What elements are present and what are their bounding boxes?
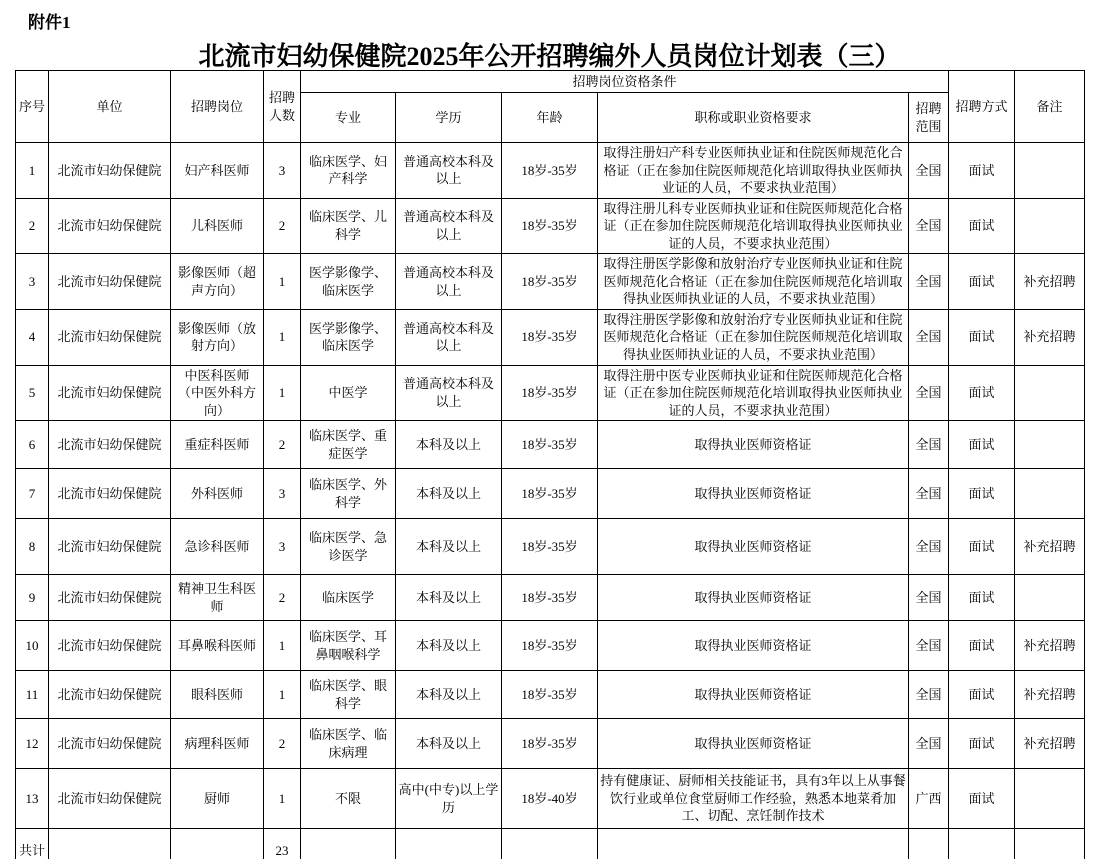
cell-major: 临床医学、临床病理 bbox=[301, 719, 396, 769]
cell-note bbox=[1015, 143, 1085, 199]
cell-position: 儿科医师 bbox=[171, 198, 264, 254]
cell-count: 1 bbox=[264, 621, 301, 671]
cell-requirement: 取得执业医师资格证 bbox=[598, 621, 909, 671]
header-no: 序号 bbox=[16, 71, 49, 143]
cell-position: 影像医师（放射方向） bbox=[171, 309, 264, 365]
table-row bbox=[16, 769, 1085, 829]
cell-no: 10 bbox=[16, 621, 49, 671]
cell-education: 普通高校本科及以上 bbox=[396, 143, 502, 199]
cell-education: 高中(中专)以上学历 bbox=[396, 769, 502, 829]
table-row bbox=[16, 309, 1085, 365]
cell-scope: 全国 bbox=[909, 575, 949, 621]
cell-major: 医学影像学、临床医学 bbox=[301, 309, 396, 365]
cell-major: 中医学 bbox=[301, 365, 396, 421]
cell-requirement: 取得执业医师资格证 bbox=[598, 519, 909, 575]
cell-note: 补充招聘 bbox=[1015, 621, 1085, 671]
total-education-cell bbox=[396, 829, 502, 859]
header-row-group bbox=[16, 71, 1085, 93]
cell-unit: 北流市妇幼保健院 bbox=[49, 621, 171, 671]
total-label: 共计 bbox=[16, 829, 49, 859]
cell-method: 面试 bbox=[949, 719, 1015, 769]
cell-position: 耳鼻喉科医师 bbox=[171, 621, 264, 671]
cell-unit: 北流市妇幼保健院 bbox=[49, 519, 171, 575]
cell-count: 1 bbox=[264, 671, 301, 719]
header-age: 年龄 bbox=[502, 93, 598, 143]
cell-education: 本科及以上 bbox=[396, 719, 502, 769]
cell-requirement: 取得执业医师资格证 bbox=[598, 671, 909, 719]
cell-scope: 全国 bbox=[909, 421, 949, 469]
cell-scope: 全国 bbox=[909, 198, 949, 254]
cell-unit: 北流市妇幼保健院 bbox=[49, 719, 171, 769]
cell-education: 本科及以上 bbox=[396, 671, 502, 719]
cell-count: 1 bbox=[264, 309, 301, 365]
cell-scope: 全国 bbox=[909, 309, 949, 365]
cell-count: 2 bbox=[264, 421, 301, 469]
cell-age: 18岁-35岁 bbox=[502, 575, 598, 621]
cell-note: 补充招聘 bbox=[1015, 671, 1085, 719]
cell-requirement: 取得注册妇产科专业医师执业证和住院医师规范化合格证（正在参加住院医师规范化培训取得执业医师执业证的人员，不要求执业范围） bbox=[598, 143, 909, 199]
cell-age: 18岁-35岁 bbox=[502, 421, 598, 469]
cell-education: 普通高校本科及以上 bbox=[396, 198, 502, 254]
cell-note: 补充招聘 bbox=[1015, 309, 1085, 365]
table-body bbox=[16, 143, 1085, 829]
cell-requirement: 取得注册儿科专业医师执业证和住院医师规范化合格证（正在参加住院医师规范化培训取得执业医师执业证的人员，不要求执业范围） bbox=[598, 198, 909, 254]
cell-position: 外科医师 bbox=[171, 469, 264, 519]
table-row bbox=[16, 254, 1085, 310]
cell-age: 18岁-35岁 bbox=[502, 671, 598, 719]
cell-count: 1 bbox=[264, 254, 301, 310]
cell-education: 本科及以上 bbox=[396, 519, 502, 575]
cell-note bbox=[1015, 365, 1085, 421]
cell-age: 18岁-35岁 bbox=[502, 309, 598, 365]
cell-no: 2 bbox=[16, 198, 49, 254]
header-requirement: 职称或职业资格要求 bbox=[598, 93, 909, 143]
cell-scope: 全国 bbox=[909, 671, 949, 719]
cell-position: 精神卫生科医师 bbox=[171, 575, 264, 621]
cell-no: 5 bbox=[16, 365, 49, 421]
cell-scope: 全国 bbox=[909, 519, 949, 575]
cell-unit: 北流市妇幼保健院 bbox=[49, 769, 171, 829]
cell-age: 18岁-35岁 bbox=[502, 143, 598, 199]
cell-position: 影像医师（超声方向） bbox=[171, 254, 264, 310]
table-row bbox=[16, 421, 1085, 469]
table-row bbox=[16, 719, 1085, 769]
cell-education: 普通高校本科及以上 bbox=[396, 254, 502, 310]
cell-position: 眼科医师 bbox=[171, 671, 264, 719]
cell-age: 18岁-40岁 bbox=[502, 769, 598, 829]
total-position-cell bbox=[171, 829, 264, 859]
table-row bbox=[16, 519, 1085, 575]
header-qualification-group: 招聘岗位资格条件 bbox=[301, 71, 949, 93]
cell-age: 18岁-35岁 bbox=[502, 365, 598, 421]
cell-requirement: 取得执业医师资格证 bbox=[598, 469, 909, 519]
header-unit: 单位 bbox=[49, 71, 171, 143]
cell-method: 面试 bbox=[949, 519, 1015, 575]
cell-note: 补充招聘 bbox=[1015, 519, 1085, 575]
cell-no: 12 bbox=[16, 719, 49, 769]
cell-method: 面试 bbox=[949, 254, 1015, 310]
cell-no: 11 bbox=[16, 671, 49, 719]
cell-requirement: 取得执业医师资格证 bbox=[598, 575, 909, 621]
cell-requirement: 取得执业医师资格证 bbox=[598, 719, 909, 769]
cell-method: 面试 bbox=[949, 143, 1015, 199]
total-age-cell bbox=[502, 829, 598, 859]
cell-note bbox=[1015, 575, 1085, 621]
header-education: 学历 bbox=[396, 93, 502, 143]
cell-method: 面试 bbox=[949, 309, 1015, 365]
total-count: 23 bbox=[264, 829, 301, 859]
cell-method: 面试 bbox=[949, 621, 1015, 671]
cell-count: 3 bbox=[264, 143, 301, 199]
cell-unit: 北流市妇幼保健院 bbox=[49, 469, 171, 519]
cell-no: 9 bbox=[16, 575, 49, 621]
cell-count: 2 bbox=[264, 719, 301, 769]
cell-scope: 全国 bbox=[909, 254, 949, 310]
cell-age: 18岁-35岁 bbox=[502, 469, 598, 519]
header-count: 招聘人数 bbox=[264, 71, 301, 143]
cell-scope: 全国 bbox=[909, 143, 949, 199]
cell-no: 6 bbox=[16, 421, 49, 469]
cell-note: 补充招聘 bbox=[1015, 254, 1085, 310]
header-note: 备注 bbox=[1015, 71, 1085, 143]
cell-unit: 北流市妇幼保健院 bbox=[49, 365, 171, 421]
cell-position: 妇产科医师 bbox=[171, 143, 264, 199]
cell-method: 面试 bbox=[949, 469, 1015, 519]
cell-no: 8 bbox=[16, 519, 49, 575]
header-method: 招聘方式 bbox=[949, 71, 1015, 143]
cell-major: 临床医学 bbox=[301, 575, 396, 621]
attachment-label: 附件1 bbox=[28, 13, 71, 32]
cell-no: 7 bbox=[16, 469, 49, 519]
cell-no: 3 bbox=[16, 254, 49, 310]
cell-scope: 广西 bbox=[909, 769, 949, 829]
cell-age: 18岁-35岁 bbox=[502, 719, 598, 769]
cell-method: 面试 bbox=[949, 769, 1015, 829]
table-row bbox=[16, 671, 1085, 719]
cell-note bbox=[1015, 469, 1085, 519]
cell-age: 18岁-35岁 bbox=[502, 254, 598, 310]
cell-method: 面试 bbox=[949, 198, 1015, 254]
cell-count: 3 bbox=[264, 519, 301, 575]
cell-method: 面试 bbox=[949, 365, 1015, 421]
cell-major: 临床医学、重症医学 bbox=[301, 421, 396, 469]
cell-major: 临床医学、耳鼻咽喉科学 bbox=[301, 621, 396, 671]
cell-unit: 北流市妇幼保健院 bbox=[49, 671, 171, 719]
table-row bbox=[16, 469, 1085, 519]
cell-major: 临床医学、外科学 bbox=[301, 469, 396, 519]
cell-scope: 全国 bbox=[909, 719, 949, 769]
cell-count: 1 bbox=[264, 769, 301, 829]
cell-major: 医学影像学、临床医学 bbox=[301, 254, 396, 310]
cell-position: 中医科医师（中医外科方向） bbox=[171, 365, 264, 421]
cell-requirement: 取得注册中医专业医师执业证和住院医师规范化合格证（正在参加住院医师规范化培训取得执业医师执业证的人员，不要求执业范围） bbox=[598, 365, 909, 421]
recruitment-table bbox=[15, 70, 1085, 859]
table-row bbox=[16, 198, 1085, 254]
table-header bbox=[16, 71, 1085, 143]
cell-method: 面试 bbox=[949, 575, 1015, 621]
cell-no: 1 bbox=[16, 143, 49, 199]
cell-count: 3 bbox=[264, 469, 301, 519]
table-footer bbox=[16, 829, 1085, 859]
page-title: 北流市妇幼保健院2025年公开招聘编外人员岗位计划表（三） bbox=[198, 42, 901, 71]
cell-education: 本科及以上 bbox=[396, 575, 502, 621]
total-unit-cell bbox=[49, 829, 171, 859]
table-row bbox=[16, 143, 1085, 199]
header-major: 专业 bbox=[301, 93, 396, 143]
cell-age: 18岁-35岁 bbox=[502, 519, 598, 575]
cell-count: 1 bbox=[264, 365, 301, 421]
cell-education: 本科及以上 bbox=[396, 469, 502, 519]
cell-position: 病理科医师 bbox=[171, 719, 264, 769]
total-major-cell bbox=[301, 829, 396, 859]
cell-unit: 北流市妇幼保健院 bbox=[49, 309, 171, 365]
total-row bbox=[16, 829, 1085, 859]
header-position: 招聘岗位 bbox=[171, 71, 264, 143]
cell-education: 本科及以上 bbox=[396, 621, 502, 671]
cell-requirement: 取得注册医学影像和放射治疗专业医师执业证和住院医师规范化合格证（正在参加住院医师规范化培训取得执业医师执业证的人员，不要求执业范围） bbox=[598, 309, 909, 365]
cell-scope: 全国 bbox=[909, 365, 949, 421]
cell-unit: 北流市妇幼保健院 bbox=[49, 198, 171, 254]
cell-no: 13 bbox=[16, 769, 49, 829]
cell-major: 临床医学、眼科学 bbox=[301, 671, 396, 719]
cell-note: 补充招聘 bbox=[1015, 719, 1085, 769]
cell-unit: 北流市妇幼保健院 bbox=[49, 254, 171, 310]
total-method-cell bbox=[949, 829, 1015, 859]
cell-requirement: 取得注册医学影像和放射治疗专业医师执业证和住院医师规范化合格证（正在参加住院医师规范化培训取得执业医师执业证的人员，不要求执业范围） bbox=[598, 254, 909, 310]
cell-unit: 北流市妇幼保健院 bbox=[49, 575, 171, 621]
total-requirement-cell bbox=[598, 829, 909, 859]
cell-position: 厨师 bbox=[171, 769, 264, 829]
table-row bbox=[16, 575, 1085, 621]
cell-unit: 北流市妇幼保健院 bbox=[49, 421, 171, 469]
cell-major: 临床医学、急诊医学 bbox=[301, 519, 396, 575]
cell-scope: 全国 bbox=[909, 621, 949, 671]
cell-age: 18岁-35岁 bbox=[502, 198, 598, 254]
cell-position: 急诊科医师 bbox=[171, 519, 264, 575]
cell-no: 4 bbox=[16, 309, 49, 365]
cell-count: 2 bbox=[264, 198, 301, 254]
cell-education: 普通高校本科及以上 bbox=[396, 309, 502, 365]
cell-major: 临床医学、儿科学 bbox=[301, 198, 396, 254]
cell-requirement: 取得执业医师资格证 bbox=[598, 421, 909, 469]
cell-education: 本科及以上 bbox=[396, 421, 502, 469]
cell-method: 面试 bbox=[949, 421, 1015, 469]
table-row bbox=[16, 365, 1085, 421]
cell-method: 面试 bbox=[949, 671, 1015, 719]
cell-education: 普通高校本科及以上 bbox=[396, 365, 502, 421]
cell-age: 18岁-35岁 bbox=[502, 621, 598, 671]
total-note-cell bbox=[1015, 829, 1085, 859]
cell-note bbox=[1015, 769, 1085, 829]
cell-position: 重症科医师 bbox=[171, 421, 264, 469]
cell-scope: 全国 bbox=[909, 469, 949, 519]
header-scope: 招聘范围 bbox=[909, 93, 949, 143]
cell-major: 不限 bbox=[301, 769, 396, 829]
cell-note bbox=[1015, 421, 1085, 469]
cell-count: 2 bbox=[264, 575, 301, 621]
cell-requirement: 持有健康证、厨师相关技能证书，具有3年以上从事餐饮行业或单位食堂厨师工作经验，熟悉本地菜肴加工、切配、烹饪制作技术 bbox=[598, 769, 909, 829]
cell-note bbox=[1015, 198, 1085, 254]
total-scope-cell bbox=[909, 829, 949, 859]
cell-unit: 北流市妇幼保健院 bbox=[49, 143, 171, 199]
table-row bbox=[16, 621, 1085, 671]
cell-major: 临床医学、妇产科学 bbox=[301, 143, 396, 199]
